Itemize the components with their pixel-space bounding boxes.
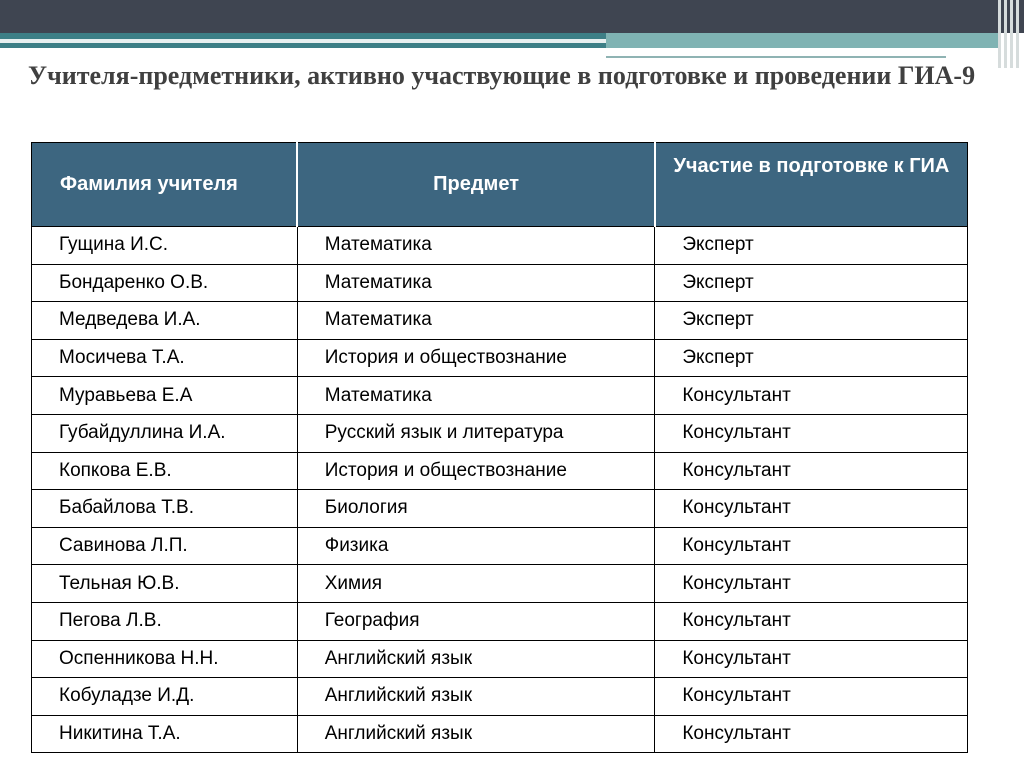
- slide-accent-bar-light: [606, 33, 1000, 48]
- table-row: [32, 490, 968, 528]
- cell-participation: Консультант: [655, 678, 968, 716]
- cell-teacher-name: Копкова Е.В.: [32, 452, 298, 490]
- cell-subject: Математика: [297, 377, 655, 415]
- table-row: [32, 640, 968, 678]
- cell-teacher-name: Губайдуллина И.А.: [32, 414, 298, 452]
- cell-participation: Эксперт: [655, 339, 968, 377]
- cell-participation: Консультант: [655, 414, 968, 452]
- teachers-table: [31, 142, 968, 753]
- cell-subject: Математика: [297, 227, 655, 265]
- cell-participation: Консультант: [655, 377, 968, 415]
- cell-subject: Физика: [297, 527, 655, 565]
- table-row: [32, 339, 968, 377]
- cell-teacher-name: Тельная Ю.В.: [32, 565, 298, 603]
- cell-participation: Консультант: [655, 602, 968, 640]
- cell-subject: Математика: [297, 302, 655, 340]
- cell-subject: Английский язык: [297, 678, 655, 716]
- header-subject: Предмет: [297, 143, 655, 227]
- cell-subject: История и обществознание: [297, 339, 655, 377]
- cell-participation: Эксперт: [655, 264, 968, 302]
- cell-subject: Английский язык: [297, 715, 655, 753]
- cell-teacher-name: Оспенникова Н.Н.: [32, 640, 298, 678]
- cell-teacher-name: Кобуладзе И.Д.: [32, 678, 298, 716]
- slide-corner-stripes: [994, 0, 1024, 68]
- table-row: [32, 527, 968, 565]
- table-body: [32, 227, 968, 753]
- header-teacher-name: Фамилия учителя: [32, 143, 298, 227]
- header-participation: Участие в подготовке к ГИА: [655, 143, 968, 227]
- cell-teacher-name: Муравьева Е.А: [32, 377, 298, 415]
- table-row: [32, 377, 968, 415]
- cell-participation: Консультант: [655, 565, 968, 603]
- cell-teacher-name: Гущина И.С.: [32, 227, 298, 265]
- cell-teacher-name: Медведева И.А.: [32, 302, 298, 340]
- table-row: [32, 715, 968, 753]
- cell-participation: Эксперт: [655, 302, 968, 340]
- table-row: [32, 565, 968, 603]
- cell-subject: Математика: [297, 264, 655, 302]
- cell-subject: Химия: [297, 565, 655, 603]
- table-row: [32, 414, 968, 452]
- table-row: [32, 264, 968, 302]
- cell-subject: Английский язык: [297, 640, 655, 678]
- slide-accent-stripe: [0, 39, 606, 43]
- table-row: [32, 602, 968, 640]
- cell-teacher-name: Бондаренко О.В.: [32, 264, 298, 302]
- slide-top-bar: [0, 0, 1024, 33]
- cell-teacher-name: Пегова Л.В.: [32, 602, 298, 640]
- cell-participation: Консультант: [655, 715, 968, 753]
- cell-teacher-name: Савинова Л.П.: [32, 527, 298, 565]
- table-row: [32, 678, 968, 716]
- slide-title: Учителя-предметники, активно участвующие в подготовке и проведении ГИА-9: [28, 61, 976, 90]
- cell-subject: География: [297, 602, 655, 640]
- cell-subject: Биология: [297, 490, 655, 528]
- table-header-row: [32, 143, 968, 227]
- cell-teacher-name: Бабайлова Т.В.: [32, 490, 298, 528]
- cell-participation: Консультант: [655, 452, 968, 490]
- cell-participation: Консультант: [655, 527, 968, 565]
- cell-participation: Консультант: [655, 640, 968, 678]
- cell-subject: Русский язык и литература: [297, 414, 655, 452]
- cell-subject: История и обществознание: [297, 452, 655, 490]
- cell-participation: Консультант: [655, 490, 968, 528]
- table-row: [32, 452, 968, 490]
- cell-teacher-name: Мосичева Т.А.: [32, 339, 298, 377]
- table-row: [32, 302, 968, 340]
- table-row: [32, 227, 968, 265]
- cell-participation: Эксперт: [655, 227, 968, 265]
- cell-teacher-name: Никитина Т.А.: [32, 715, 298, 753]
